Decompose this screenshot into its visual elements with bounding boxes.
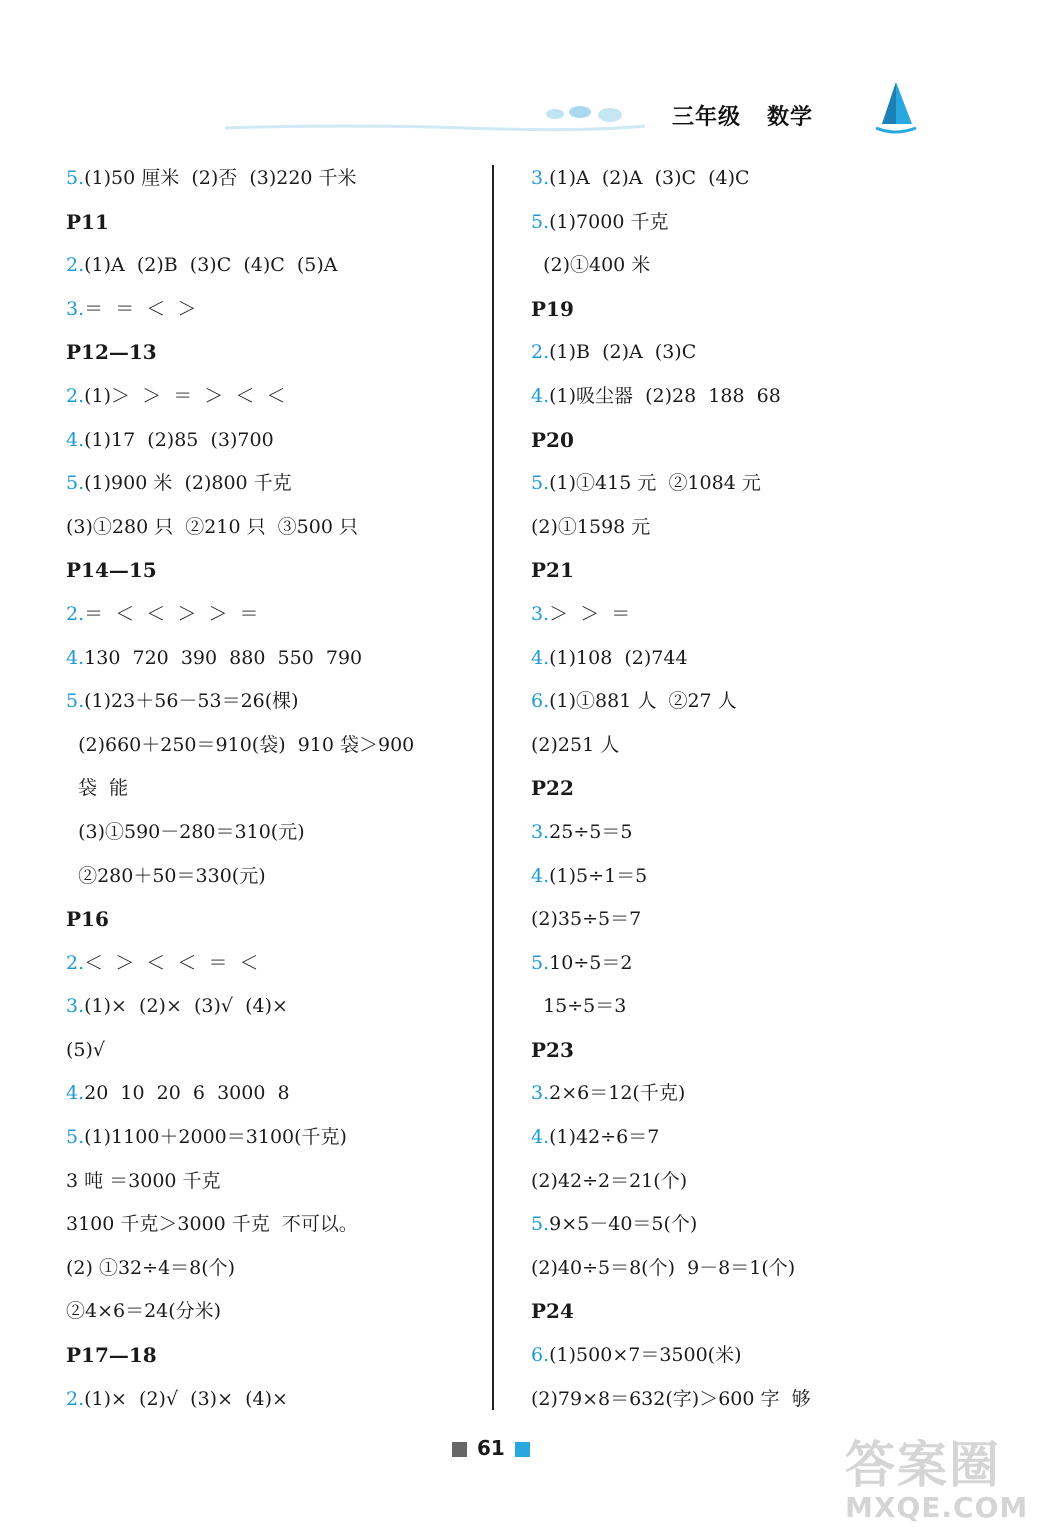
section-heading: P14—15 xyxy=(66,558,157,583)
answer-text: 25÷5＝5 xyxy=(549,820,633,843)
question-number: 4. xyxy=(66,646,85,669)
question-number: 5. xyxy=(531,210,550,233)
answer-line xyxy=(531,1075,951,1119)
answer-line xyxy=(531,683,951,727)
answer-text: ②280＋50＝330(元) xyxy=(66,864,266,887)
section-heading: P16 xyxy=(66,907,109,932)
header-subject: 数学 xyxy=(767,105,814,130)
answer-line xyxy=(66,1250,486,1294)
answer-line xyxy=(66,378,486,422)
answer-text: (2)251 人 xyxy=(531,733,620,756)
question-number: 6. xyxy=(531,1344,550,1367)
footer-blue-square-icon xyxy=(515,1442,530,1457)
answer-text: 10÷5＝2 xyxy=(549,951,633,974)
question-number: 5. xyxy=(531,1213,550,1236)
answer-text: (2)42÷2＝21(个) xyxy=(531,1169,688,1192)
answer-line xyxy=(531,901,951,945)
answer-text: (1)500×7＝3500(米) xyxy=(549,1344,742,1367)
answer-text: ＜ ＞ ＜ ＜ ＝ ＜ xyxy=(84,951,259,974)
answer-line xyxy=(66,683,486,727)
answer-line xyxy=(66,1381,486,1425)
question-number: 3. xyxy=(66,995,85,1018)
question-number: 4. xyxy=(66,428,85,451)
question-number: 2. xyxy=(66,384,85,407)
question-number: 6. xyxy=(531,690,550,713)
answer-line xyxy=(66,814,486,858)
answer-text: ＝ ＜ ＜ ＞ ＞ ＝ xyxy=(84,602,259,625)
answer-line xyxy=(531,160,951,204)
answer-text: (1)①415 元 ②1084 元 xyxy=(549,472,761,495)
answer-line xyxy=(66,509,486,553)
question-number: 3. xyxy=(531,602,550,625)
answer-text: (1)吸尘器 (2)28 188 68 xyxy=(549,384,781,407)
answer-text: ＞ ＞ ＝ xyxy=(549,602,631,625)
answer-line xyxy=(66,727,486,771)
answer-text: (1)A (2)B (3)C (4)C (5)A xyxy=(84,254,338,277)
question-number: 4. xyxy=(66,1082,85,1105)
answer-line xyxy=(66,1293,486,1337)
answer-line xyxy=(531,988,951,1032)
answer-text: (1)23＋56－53＝26(棵) xyxy=(84,690,299,713)
section-heading: P17—18 xyxy=(66,1343,157,1368)
section-heading: P12—13 xyxy=(66,340,157,365)
question-number: 4. xyxy=(531,384,550,407)
answer-text: (1)B (2)A (3)C xyxy=(549,341,697,364)
section-heading: P21 xyxy=(531,558,574,583)
answer-line xyxy=(66,988,486,1032)
question-number: 2. xyxy=(66,602,85,625)
answer-text: (1)17 (2)85 (3)700 xyxy=(84,428,274,451)
answer-line xyxy=(531,1250,951,1294)
answer-text: (2)40÷5＝8(个) 9－8＝1(个) xyxy=(531,1256,796,1279)
header-title xyxy=(672,100,839,131)
answer-line xyxy=(531,814,951,858)
answer-text: (1)A (2)A (3)C (4)C xyxy=(549,167,750,189)
section-heading: P22 xyxy=(531,776,574,801)
question-number: 3. xyxy=(531,167,550,189)
answer-text: (2)35÷5＝7 xyxy=(531,908,642,931)
question-number: 2. xyxy=(66,1387,85,1410)
column-divider xyxy=(492,165,494,1410)
question-number: 2. xyxy=(531,341,550,364)
answer-line xyxy=(66,858,486,902)
question-number: 5. xyxy=(66,167,85,189)
answer-line xyxy=(531,596,951,640)
answer-line xyxy=(531,509,951,553)
answer-line xyxy=(531,1119,951,1163)
answer-text: (1)5÷1＝5 xyxy=(549,864,648,887)
question-number: 4. xyxy=(531,1126,550,1149)
answer-text: (1)42÷6＝7 xyxy=(549,1126,660,1149)
answer-text: (3)①590－280＝310(元) xyxy=(66,820,305,843)
question-number: 5. xyxy=(66,1126,85,1149)
answer-text: 2×6＝12(千克) xyxy=(549,1082,686,1105)
answer-text: 20 10 20 6 3000 8 xyxy=(84,1082,290,1105)
question-number: 2. xyxy=(66,254,85,277)
watermark-site: MXQE.COM xyxy=(845,1491,1029,1524)
question-number: 3. xyxy=(66,297,85,320)
answer-line xyxy=(531,1381,951,1425)
answer-text: (2)660＋250＝910(袋) 910 袋＞900 xyxy=(66,733,415,756)
answer-line xyxy=(531,1163,951,1207)
question-number: 3. xyxy=(531,1082,550,1105)
answer-line xyxy=(66,291,486,335)
page-footer xyxy=(452,1436,530,1466)
answer-text: (5)√ xyxy=(66,1038,106,1061)
header-grade: 三年级 xyxy=(672,105,742,130)
answer-text: (1)①881 人 ②27 人 xyxy=(549,690,737,713)
answer-line xyxy=(66,1075,486,1119)
answer-line xyxy=(531,204,951,248)
answer-line xyxy=(66,422,486,466)
answer-text: 130 720 390 880 550 790 xyxy=(84,646,363,669)
page-number: 61 xyxy=(477,1436,505,1460)
answer-text: (2)79×8＝632(字)＞600 字 够 xyxy=(531,1387,811,1410)
answer-text: ＝ ＝ ＜ ＞ xyxy=(84,297,197,320)
section-heading: P20 xyxy=(531,427,574,452)
answer-text: (2)①400 米 xyxy=(531,254,651,277)
answer-line xyxy=(531,640,951,684)
left-answer-column xyxy=(66,160,486,1424)
answer-text: (1)1100＋2000＝3100(千克) xyxy=(84,1126,347,1149)
question-number: 5. xyxy=(66,690,85,713)
watermark xyxy=(845,1425,1035,1530)
watermark-text: 答案圈 xyxy=(845,1436,1001,1494)
question-number: 4. xyxy=(531,864,550,887)
answer-line xyxy=(66,1119,486,1163)
answer-line xyxy=(531,727,951,771)
answer-text: 3 吨 ＝3000 千克 xyxy=(66,1169,221,1192)
answer-line xyxy=(66,465,486,509)
answer-text: (1)50 厘米 (2)否 (3)220 千米 xyxy=(84,167,357,189)
section-heading: P11 xyxy=(66,209,109,234)
answer-text: (1)× (2)× (3)√ (4)× xyxy=(84,995,288,1018)
answer-text: (1)7000 千克 xyxy=(549,210,669,233)
question-number: 4. xyxy=(531,646,550,669)
answer-line xyxy=(66,945,486,989)
answer-line xyxy=(531,858,951,902)
answer-line xyxy=(531,1206,951,1250)
answer-text: 袋 能 xyxy=(66,777,129,800)
answer-text: 15÷5＝3 xyxy=(531,995,627,1018)
answer-text: (2)①1598 元 xyxy=(531,515,651,538)
section-heading: P19 xyxy=(531,296,574,321)
right-answer-column xyxy=(531,160,951,1424)
section-heading: P24 xyxy=(531,1299,574,1324)
answer-text: (1)108 (2)744 xyxy=(549,646,688,669)
header-wave-decoration xyxy=(225,98,645,138)
answer-line xyxy=(66,160,486,204)
answer-text: (1)× (2)√ (3)× (4)× xyxy=(84,1387,288,1410)
answer-line xyxy=(531,247,951,291)
question-number: 5. xyxy=(531,472,550,495)
answer-line xyxy=(531,945,951,989)
answer-line xyxy=(531,465,951,509)
question-number: 5. xyxy=(66,472,85,495)
section-heading: P23 xyxy=(531,1037,574,1062)
answer-line xyxy=(531,334,951,378)
answer-line xyxy=(531,1337,951,1381)
question-number: 2. xyxy=(66,951,85,974)
answer-line xyxy=(66,1032,486,1076)
question-number: 3. xyxy=(531,820,550,843)
answer-text: (3)①280 只 ②210 只 ③500 只 xyxy=(66,515,358,538)
answer-text: (2) ①32÷4＝8(个) xyxy=(66,1256,236,1279)
answer-line xyxy=(66,770,486,814)
sail-logo-icon xyxy=(872,80,918,136)
answer-line xyxy=(66,247,486,291)
answer-text: 9×5－40＝5(个) xyxy=(549,1213,698,1236)
question-number: 5. xyxy=(531,951,550,974)
answer-line xyxy=(66,596,486,640)
answer-line xyxy=(531,378,951,422)
answer-text: ②4×6＝24(分米) xyxy=(66,1300,222,1323)
answer-line xyxy=(66,1206,486,1250)
answer-text: (1)＞ ＞ ＝ ＞ ＜ ＜ xyxy=(84,384,286,407)
footer-square-icon xyxy=(452,1442,467,1457)
answer-text: 3100 千克＞3000 千克 不可以。 xyxy=(66,1213,358,1236)
answer-text: (1)900 米 (2)800 千克 xyxy=(84,472,292,495)
answer-line xyxy=(66,640,486,684)
answer-line xyxy=(66,1163,486,1207)
